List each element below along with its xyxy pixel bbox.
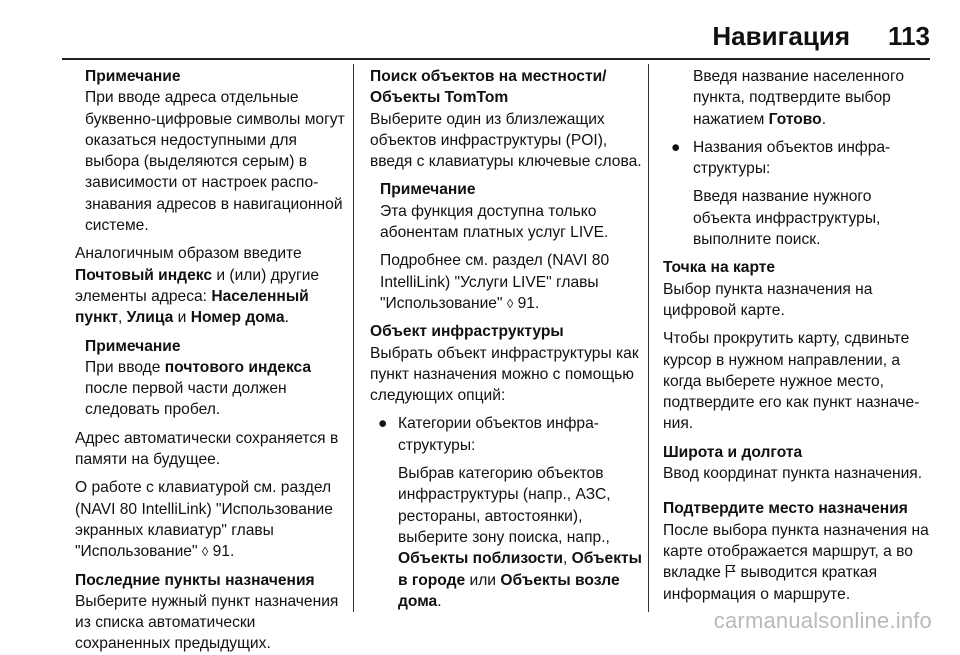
term-in-city: Объекты в городе [398, 550, 642, 589]
paragraph-keyboard-ref [75, 477, 350, 562]
paragraph-scroll-map: Чтобы прокрутить карту, сдвиньте курсор в нужном направлении, а когда выберете нужное место, подтвердите его как пункт назначения. [663, 330, 920, 433]
watermark: carmanualsonline.info [713, 608, 932, 633]
bullet-item-1 [370, 413, 648, 456]
page-number: 113 [888, 21, 930, 51]
section-heading: Последние пункты назначения [75, 571, 315, 589]
paragraph-address-fields [75, 243, 350, 328]
section-heading: Подтвердите место назначения [663, 500, 908, 518]
term-house-number: Номер дома [190, 309, 285, 327]
text: и (или) другие элементы адреса: [75, 266, 320, 305]
section-heading: Широта и долгота [663, 443, 803, 461]
bullet-item-2 [663, 137, 933, 180]
section-map-point [663, 257, 933, 321]
bullet-subtext: Введя название нужного объекта инфраструктуры, выполните поиск. [693, 188, 881, 249]
term-locality: Населенный пункт [75, 287, 309, 327]
text: После выбора пункта назначения на карте отображается маршрут, а во вкладке [663, 521, 929, 582]
note-block-3 [370, 179, 648, 243]
page-ref-icon: ◊ [201, 544, 209, 560]
note-title: Примечание [85, 337, 181, 355]
section-recent [75, 570, 350, 655]
term-nearby: Объекты поблизости [398, 550, 563, 568]
note-block-1 [75, 66, 350, 236]
column-divider-2 [648, 64, 649, 612]
term-postcode: почтового индекса [164, 358, 312, 376]
header-divider [62, 58, 930, 60]
text: и [173, 309, 191, 327]
note-text: Эта функция доступна только абонентам платных услуг LIVE. [380, 202, 609, 242]
column-1 [75, 66, 350, 655]
text: после первой части должен следовать пробел. [85, 380, 287, 419]
column-divider-1 [353, 64, 354, 612]
text: Подробнее см. раздел (NAVI 80 IntelliLink) "Услуги LIVE" главы "Использование" [380, 252, 610, 312]
text: или [465, 571, 501, 589]
section-confirm-destination [663, 498, 933, 604]
bullet-icon: ● [671, 138, 681, 156]
note-block-2 [75, 336, 350, 421]
section-poi-search [370, 66, 648, 172]
page-ref: 91. [208, 543, 235, 561]
bullet-text: Названия объектов инфраструктуры: [693, 138, 891, 178]
bullet-text: Категории объектов инфраструктуры: [398, 415, 599, 454]
section-text: Ввод координат пункта назначения. [663, 465, 923, 483]
section-text: Выберите нужный пункт назначения из списка автоматически сохраненных предыдущих. [75, 592, 339, 653]
column-3 [663, 66, 933, 612]
bullet-subtext-continued [663, 66, 933, 130]
note-text: При вводе адреса отдельные буквенно-цифровые символы могут оказаться недоступными для выбора (выделяются серым) в зависимости от настроек распознавания адресов в навигационной системе. [85, 89, 345, 235]
text: О работе с клавиатурой см. раздел (NAVI 80 IntelliLink) "Использование экранных клавиатур" главы "Использование" [75, 479, 333, 561]
text: Аналогичным образом введите [75, 245, 302, 263]
section-poi [370, 321, 648, 406]
text: . [284, 309, 289, 327]
text: выводится краткая информация о маршруте. [663, 564, 878, 603]
bullet-icon: ● [378, 415, 388, 433]
text: При вводе [85, 358, 165, 376]
section-lat-long [663, 442, 933, 485]
page-ref: 91. [513, 294, 540, 312]
column-2 [370, 66, 648, 619]
page-section-title: Навигация [712, 21, 850, 51]
page-ref-icon: ◊ [506, 295, 514, 311]
text: Введя название населенного пункта, подтвердите выбор нажатием [693, 68, 905, 128]
paragraph-autosave: Адрес автоматически сохраняется в памяти на будущее. [75, 429, 339, 469]
section-heading: Поиск объектов на местности/ Объекты TomTom [370, 68, 607, 107]
bullet-subtext [370, 463, 648, 612]
note-title: Примечание [85, 68, 181, 85]
term-postcode: Почтовый индекс [75, 266, 213, 284]
note-title: Примечание [380, 181, 476, 199]
term-street: Улица [126, 309, 174, 327]
text: Выбрав категорию объектов инфраструктуры (напр., АЗС, рестораны, автостоянки), выберите зону поиска, напр., [398, 465, 611, 546]
term-near-home: Объекты возле дома [398, 571, 620, 610]
section-text: Выберите один из близлежащих объектов инфраструктуры (POI), введя с клавиатуры ключевые слова. [370, 110, 642, 171]
text: , [117, 309, 127, 327]
section-heading: Точка на карте [663, 259, 776, 277]
section-text: Выбрать объект инфраструктуры как пункт назначения можно с помощью следующих опций: [370, 344, 639, 405]
paragraph-live-ref [370, 250, 648, 314]
text: . [821, 110, 827, 128]
section-text: Выбор пункта назначения на цифровой карте. [663, 280, 873, 319]
flag-icon [725, 564, 736, 581]
text: , [562, 550, 572, 568]
text: . [437, 592, 442, 610]
section-heading: Объект инфраструктуры [370, 323, 564, 341]
term-done: Готово [768, 110, 822, 128]
